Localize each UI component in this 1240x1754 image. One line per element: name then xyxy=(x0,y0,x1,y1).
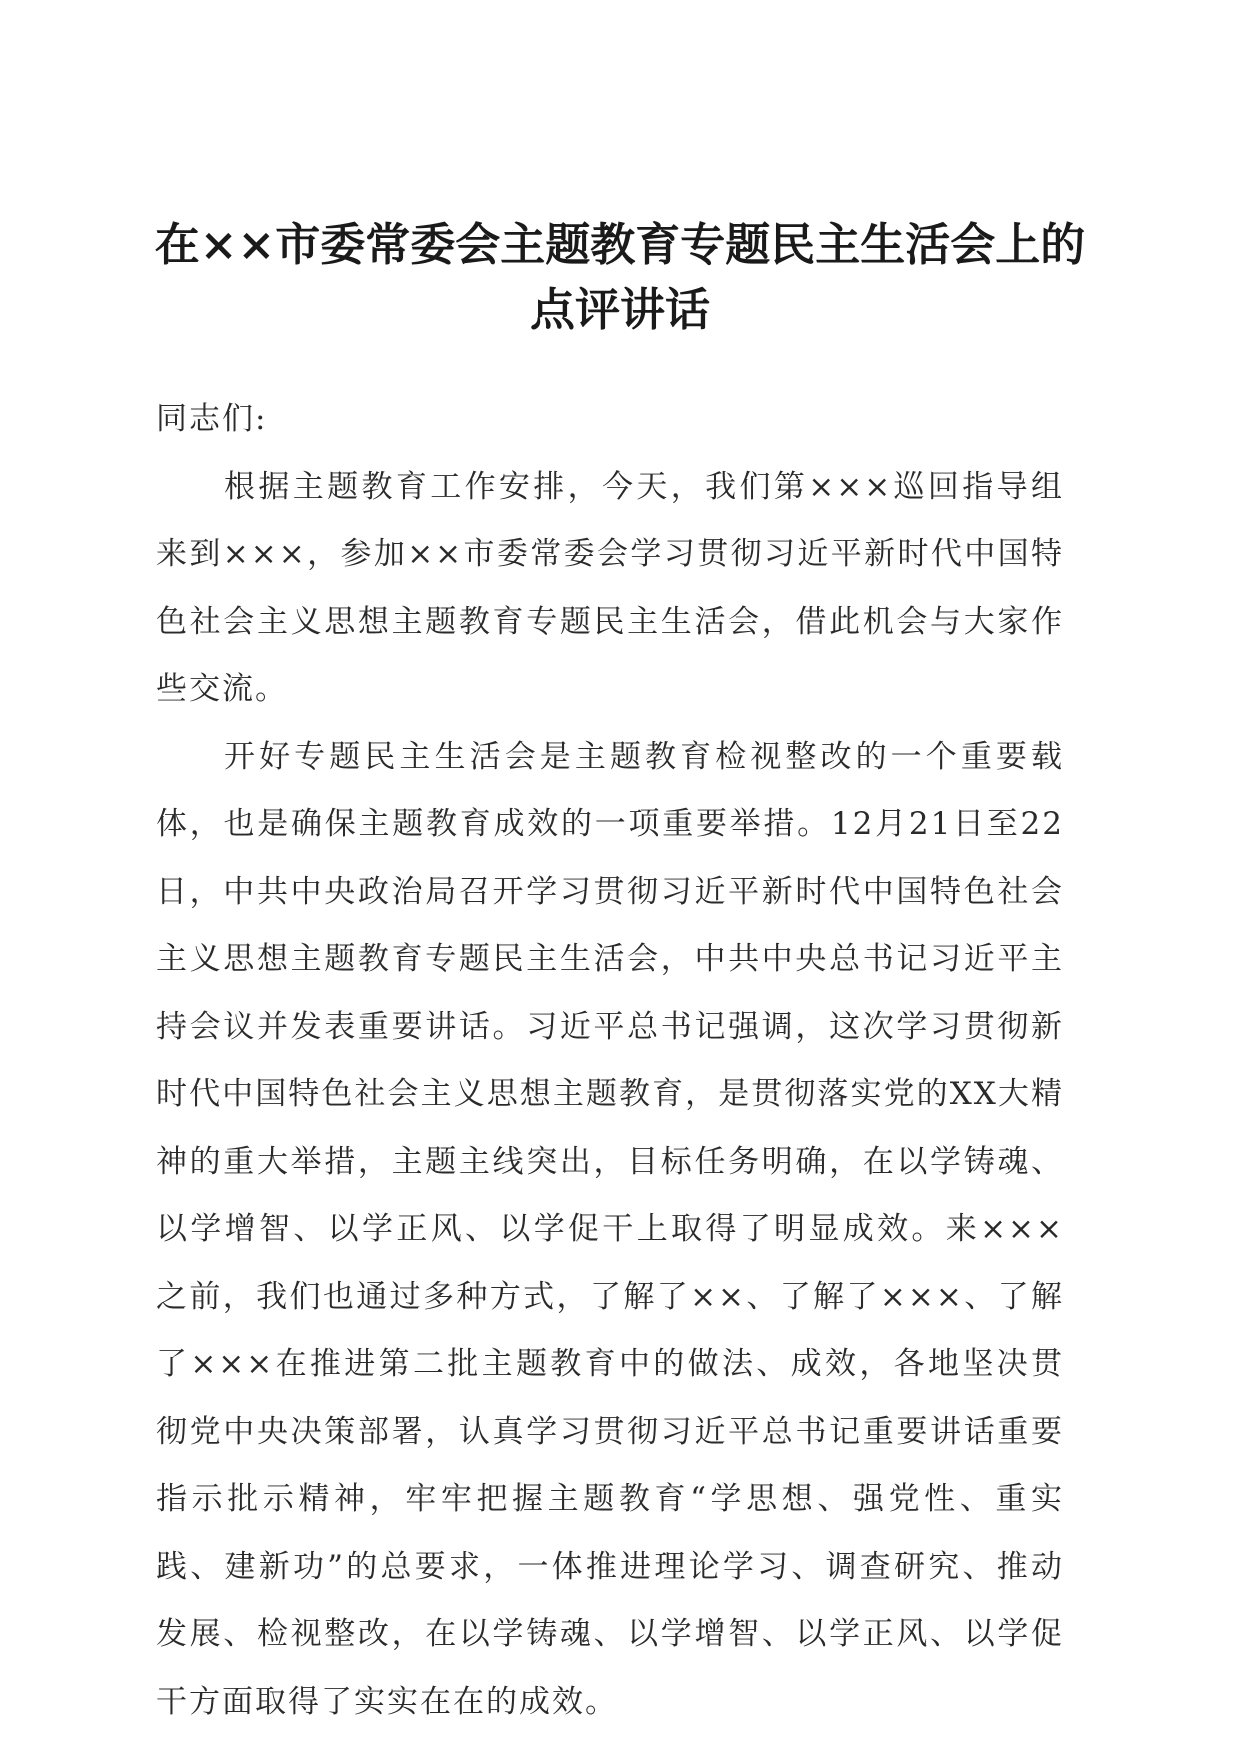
paragraph-2: 开好专题民主生活会是主题教育检视整改的一个重要载体，也是确保主题教育成效的一项重要举措。12月21日至22日，中共中央政治局召开学习贯彻习近平新时代中国特色社会主义思想主题教育专题民主生活会，中共中央总书记习近平主持会议并发表重要讲话。习近平总书记强调，这次学习贯彻新时代中国特色社会主义思想主题教育，是贯彻落实党的XX大精神的重大举措，主题主线突出，目标任务明确，在以学铸魂、以学增智、以学正风、以学促干上取得了明显成效。来×××之前，我们也通过多种方式，了解了××、了解了×××、了解了×××在推进第二批主题教育中的做法、成效，各地坚决贯彻党中央决策部署，认真学习贯彻习近平总书记重要讲话重要指示批示精神，牢牢把握主题教育“学思想、强党性、重实践、建新功”的总要求，一体推进理论学习、调查研究、推动发展、检视整改，在以学铸魂、以学增智、以学正风、以学促干方面取得了实实在在的成效。 xyxy=(156,738,1064,1720)
paragraph-1: 根据主题教育工作安排，今天，我们第×××巡回指导组来到×××，参加××市委常委会学习贯彻习近平新时代中国特色社会主义思想主题教育专题民主生活会，借此机会与大家作些交流。 xyxy=(156,468,1064,707)
document-body xyxy=(156,386,1064,1736)
title-line-2: 点评讲话 xyxy=(529,283,710,336)
salutation: 同志们: xyxy=(156,401,268,437)
title-line-1: 在××市委常委会主题教育专题民主生活会上的 xyxy=(154,218,1086,271)
document-title xyxy=(130,212,1110,342)
